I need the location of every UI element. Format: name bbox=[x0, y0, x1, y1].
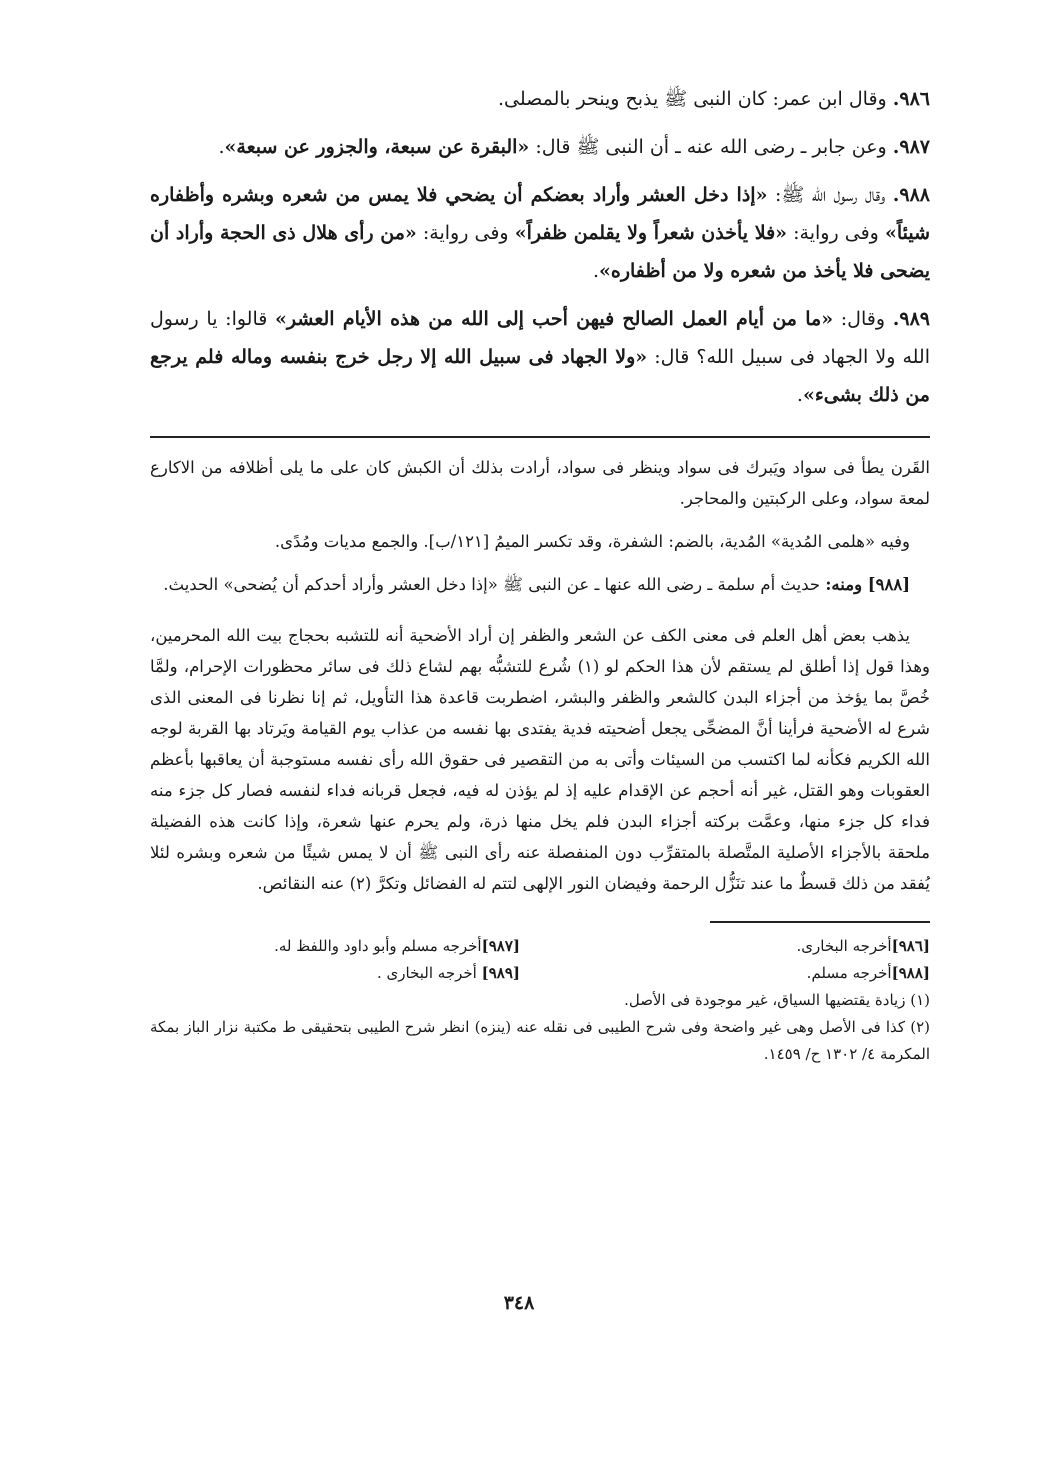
hadith-text: . bbox=[796, 384, 803, 406]
hadith-988 bbox=[150, 176, 930, 290]
hadith-text: وقال رسول الله ﷺ: bbox=[767, 184, 893, 206]
commentary-essay: يذهب بعض أهل العلم فى معنى الكف عن الشعر والظفر إن أراد الأضحية أنه للتشبه بحجاج بيت الله المحرمين، وهذا قول إذا أطلق لم يستقم لأن هذا الحكم لو (١) شُرع للتشبُّه بهم لشاع ذلك فى سائر محظورات الإحرام، ولمَّا خُصَّ بما يؤخذ من أجزاء البدن كالشعر والظفر والبشر، اضطربت قاعدة هذا التأويل، ثم إنا نظرنا فى المعنى الذى شرع له الأضحية فرأينا أنَّ المضحِّى يجعل أضحيته فدية يفتدى بها نفسه من عذاب يوم القيامة ويَرتاد بها القربة لوجه الله الكريم فكأنه لما اكتسب من السيئات وأتى به من التقصير فى حقوق الله رأى نفسه مستوجبة أن يعاقبها بأعظم العقوبات وهو القتل، غير أنه أحجم عن الإقدام عليه إذ لم يؤذن له فيه، فجعل قربانه فداء لنفسه فصار كل جزء منه فداء كل جزء منها، وعمَّت بركته أجزاء البدن فلم يخل منها ذرة، ولم يحرم عنها شعرة، وإذا كانت هذه الفضيلة ملحقة بالأجزاء الأصلية المتَّصلة بالمتقرِّب دون المنفصلة عنه رأى النبى ﷺ أن لا يمس شيئًا من شعره وبشره لئلا يُفقد من ذلك قسطٌ ما عند تنَزُّل الرحمة وفيضان النور الإلهى لتتم له الفضائل وتكرَّ (٢) عنه النقائص. bbox=[150, 626, 930, 893]
commentary-text: حديث أم سلمة ـ رضى الله عنها ـ عن النبى ﷺ «إذا دخل العشر وأراد أحدكم أن يُضحى» الحديث. bbox=[163, 575, 826, 594]
section-divider bbox=[150, 436, 930, 438]
footnote-ref-987: [٩٨٧]أخرجه مسلم وأبو داود واللفظ له. bbox=[274, 937, 520, 955]
hadith-text: وقال ابن عمر: كان النبى ﷺ يذبح وينحر بالمصلى. bbox=[497, 88, 893, 110]
commentary-paragraph: وفيه «هلمى المُدية» المُدية، بالضم: الشفرة، وقد تكسر الميمُ [١٢١/ب]. والجمع مديات ومُدًى. bbox=[274, 532, 910, 551]
hadith-quote: «ولا الجهاد فى سبيل الله إلا رجل خرج بنفسه وماله فلم يرجع من ذلك بشىء» bbox=[150, 346, 930, 406]
hadith-text: وقال: bbox=[833, 308, 893, 330]
hadith-text: وفى رواية: bbox=[787, 222, 885, 244]
footnote-ref-986: [٩٨٦]أخرجه البخارى. bbox=[796, 937, 930, 955]
hadith-text: . bbox=[218, 136, 225, 158]
hadith-text: وفى رواية: bbox=[416, 222, 515, 244]
hadith-quote: «من رأى هلال ذى الحجة وأراد أن يضحى فلا يأخذ من شعره ولا من أظفاره» bbox=[150, 222, 930, 282]
commentary-paragraph: القَرن يطأ فى سواد ويَبرك فى سواد وينظر فى سواد، أرادت بذلك أن الكبش كان على ما يلى أظلافه من الاكارع لمعة سواد، وعلى الركبتين والمحاجر. bbox=[150, 458, 930, 508]
page-body bbox=[150, 80, 930, 1068]
commentary-paragraph bbox=[150, 569, 930, 600]
hadith-989 bbox=[150, 300, 930, 414]
hadith-quote: «إذا دخل العشر وأراد بعضكم أن يضحي فلا يمس من شعره وبشره وأظفاره شيئاً» bbox=[150, 184, 931, 244]
footnote-ref-988: [٩٨٨]أخرجه مسلم. bbox=[806, 964, 930, 982]
footnote-references bbox=[150, 933, 930, 987]
hadith-number: ٩٨٦. bbox=[892, 88, 930, 110]
page-number: ٣٤٨ bbox=[503, 1292, 535, 1314]
commentary-tag: [٩٨٨] ومنه: bbox=[825, 575, 910, 594]
hadith-text: . bbox=[592, 260, 599, 282]
hadith-number: ٩٨٧. bbox=[892, 136, 930, 158]
hadith-987 bbox=[150, 128, 930, 166]
footnote-ref-989: [٩٨٩] أخرجه البخارى . bbox=[377, 964, 520, 982]
hadith-text: وعن جابر ـ رضى الله عنه ـ أن النبى ﷺ قال: bbox=[529, 136, 893, 158]
hadith-986 bbox=[150, 80, 930, 118]
hadith-quote: «ما من أيام العمل الصالح فيهن أحب إلى الله من هذه الأيام العشر» bbox=[275, 308, 834, 330]
footnote-note-1: (١) زيادة يقتضيها السياق، غير موجودة فى الأصل. bbox=[624, 991, 930, 1009]
hadith-number: ٩٨٨. bbox=[892, 184, 930, 206]
footnote-rule bbox=[710, 921, 930, 923]
footnote-note-2: (٢) كذا فى الأصل وهى غير واضحة وفى شرح الطيبى فى نقله عنه (ينزه) انظر شرح الطيبى بتحقيقى ط مكتبة نزار الباز بمكة المكرمة ٤/ ١٣٠٢ ح/ ١٤٥٩. bbox=[150, 1018, 930, 1063]
hadith-quote: «فلا يأخذن شعراً ولا يقلمن ظفراً» bbox=[514, 222, 788, 244]
hadith-number: ٩٨٩. bbox=[892, 308, 930, 330]
hadith-quote: «البقرة عن سبعة، والجزور عن سبعة» bbox=[224, 136, 530, 158]
hadith-text: قالوا: يا رسول الله ولا الجهاد فى سبيل الله؟ قال: bbox=[150, 308, 931, 368]
